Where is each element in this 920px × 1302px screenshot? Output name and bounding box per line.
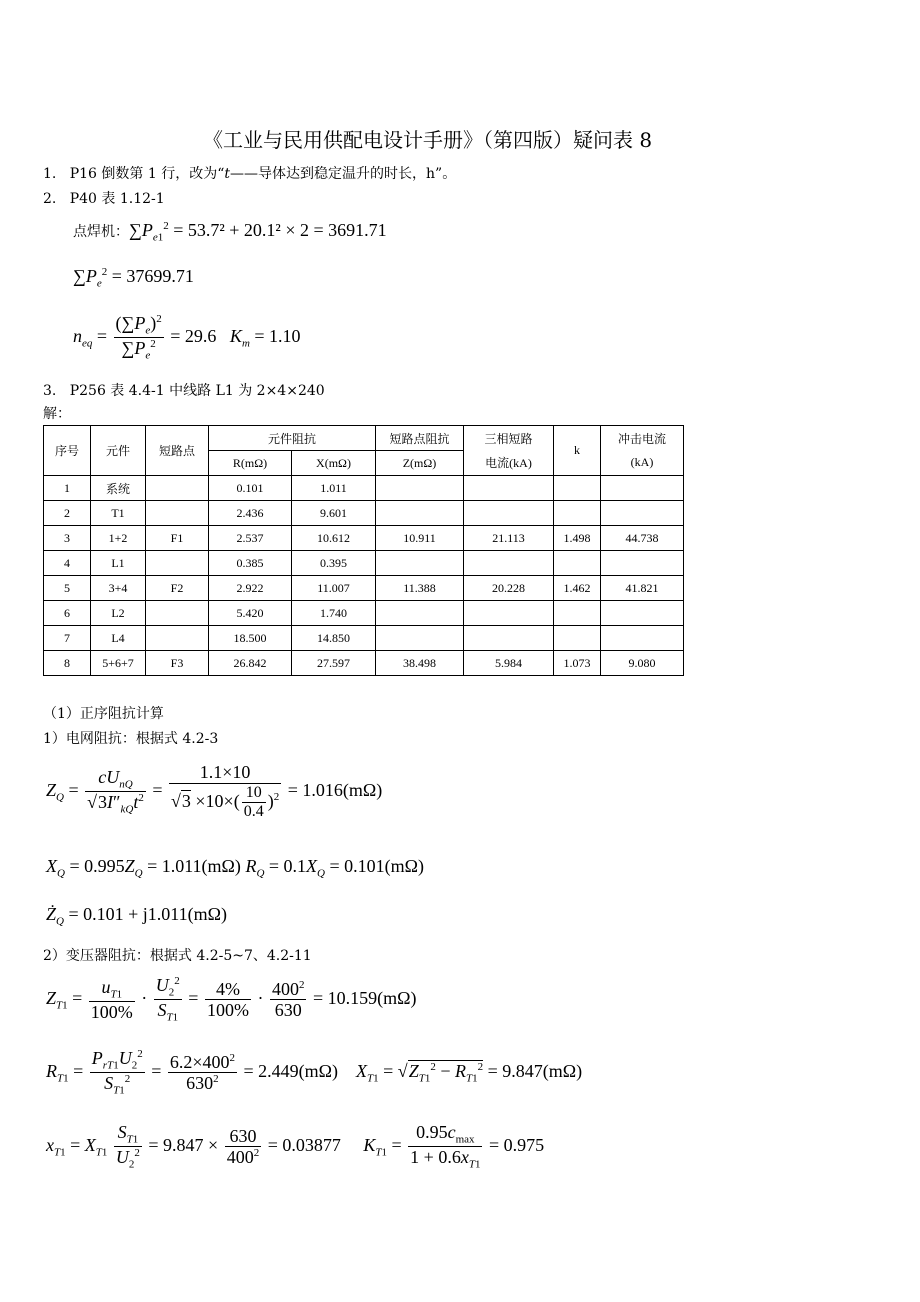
cell-r: 26.842 bbox=[209, 651, 292, 676]
formula-rt1-xt1: $R_{T1}$ = $\frac{P_{rT1}U_2^2}{S_{T1}^2}$ = $\frac{6.2\times 400^2}{630^2}$ = 2.449(mΩ) $X_{T1} = √Z_{T1}^2 - R_{T1}^2 = 9.847(m\Omega)$ bbox=[46, 1048, 583, 1097]
table-row bbox=[44, 501, 684, 526]
section-positive-sequence: （1）正序阻抗计算 bbox=[43, 706, 164, 722]
cell-current: 5.984 bbox=[464, 651, 554, 676]
cell-x: 27.597 bbox=[292, 651, 376, 676]
formula-xt1-kt1: $x_{T1} = X_{T1}$ $\frac{S_{T1}}{U_2^2}$ = 9.847 × $\frac{630}{400^2}$ = 0.03877 $K_{T1}$ = $\frac{0.95c_{max}}{1 + 0.6x_{T1}}$ = 0.975 bbox=[46, 1122, 545, 1171]
cell-k bbox=[554, 476, 601, 501]
cell-fault-point bbox=[146, 551, 209, 576]
cell-current bbox=[464, 476, 554, 501]
page-title: 《工业与民用供配电设计手册》（第四版）疑问表 8 bbox=[203, 128, 653, 152]
cell-current: 20.228 bbox=[464, 576, 554, 601]
cell-x: 9.601 bbox=[292, 501, 376, 526]
zq-numerator-value: 1.1×10 bbox=[169, 762, 281, 784]
item-1 bbox=[43, 163, 456, 183]
cell-fault-point bbox=[146, 501, 209, 526]
cell-impulse bbox=[601, 601, 684, 626]
zq-complex-value: = 0.101 + j1.011(mΩ) bbox=[68, 904, 227, 924]
cell-k: 1.073 bbox=[554, 651, 601, 676]
item-1-text-a: P16 倒数第 1 行，改为“ bbox=[69, 166, 225, 182]
cell-x: 1.740 bbox=[292, 601, 376, 626]
rq-coefficient: = 0.1 bbox=[268, 856, 307, 876]
formula-spot-welder: 点焊机：$\sum P_{e1}^2 = 53.7^2 + 20.1^2 \times 2 = 3691.71$ bbox=[73, 220, 387, 244]
cell-z bbox=[376, 601, 464, 626]
cell-z: 11.388 bbox=[376, 576, 464, 601]
formula-1-rhs: = 53.7² + 20.1² × 2 = 3691.71 bbox=[173, 220, 387, 240]
cell-z bbox=[376, 551, 464, 576]
cell-no: 8 bbox=[44, 651, 91, 676]
item-2 bbox=[43, 188, 165, 208]
formula-neq: $n_{eq}$ = $\frac{(\sum P_e)^2}{\sum P_e^2}$ = 29.6 $K_m = 1.10$ bbox=[73, 313, 301, 362]
cell-x: 10.612 bbox=[292, 526, 376, 551]
formula-sum-pe2: $\sum P_e^2 = 37699.71$ bbox=[73, 266, 194, 290]
cell-z: 38.498 bbox=[376, 651, 464, 676]
cell-no: 5 bbox=[44, 576, 91, 601]
table-row bbox=[44, 551, 684, 576]
cell-k bbox=[554, 551, 601, 576]
formula-3-km: = 1.10 bbox=[254, 325, 301, 346]
item-3-number: 3. bbox=[43, 383, 57, 399]
cell-element: L1 bbox=[91, 551, 146, 576]
item-3 bbox=[43, 380, 325, 400]
cell-fault-point bbox=[146, 476, 209, 501]
cell-x: 1.011 bbox=[292, 476, 376, 501]
formula-2-rhs: = 37699.71 bbox=[111, 266, 194, 286]
header-x: X(mΩ) bbox=[292, 451, 376, 476]
cell-x: 11.007 bbox=[292, 576, 376, 601]
cell-fault-point: F1 bbox=[146, 526, 209, 551]
cell-current bbox=[464, 551, 554, 576]
cell-element: 系统 bbox=[91, 476, 146, 501]
cell-x: 0.395 bbox=[292, 551, 376, 576]
cell-current bbox=[464, 601, 554, 626]
cell-fault-point: F2 bbox=[146, 576, 209, 601]
header-impulse-1: 冲击电流 bbox=[601, 426, 684, 451]
item-1-number: 1. bbox=[43, 166, 57, 182]
cell-element: L4 bbox=[91, 626, 146, 651]
cell-r: 0.101 bbox=[209, 476, 292, 501]
cell-k bbox=[554, 601, 601, 626]
cell-element: T1 bbox=[91, 501, 146, 526]
cell-k: 1.462 bbox=[554, 576, 601, 601]
cell-no: 1 bbox=[44, 476, 91, 501]
cell-z bbox=[376, 501, 464, 526]
kt1-result: = 0.975 bbox=[488, 1134, 545, 1155]
cell-no: 4 bbox=[44, 551, 91, 576]
xt1-result: = 9.847(mΩ) bbox=[487, 1060, 583, 1081]
cell-r: 2.436 bbox=[209, 501, 292, 526]
xq-value: = 1.011(mΩ) bbox=[147, 856, 241, 876]
spot-welder-label: 点焊机： bbox=[73, 225, 129, 240]
zq-numerator: cU bbox=[98, 767, 120, 787]
cell-no: 2 bbox=[44, 501, 91, 526]
cell-element: L2 bbox=[91, 601, 146, 626]
xt1-small-result: = 0.03877 bbox=[267, 1134, 341, 1155]
cell-x: 14.850 bbox=[292, 626, 376, 651]
cell-r: 2.922 bbox=[209, 576, 292, 601]
formula-zq-complex: $Ż_Q = 0.101 + j1.011(m\Omega)$ bbox=[46, 904, 227, 928]
header-r: R(mΩ) bbox=[209, 451, 292, 476]
header-fault-impedance: 短路点阻抗 bbox=[376, 426, 464, 451]
header-k: k bbox=[554, 426, 601, 476]
cell-element: 5+6+7 bbox=[91, 651, 146, 676]
header-element-impedance: 元件阻抗 bbox=[209, 426, 376, 451]
cell-element: 3+4 bbox=[91, 576, 146, 601]
table-row bbox=[44, 576, 684, 601]
xt1-small-coefficient: = 9.847 × bbox=[148, 1134, 219, 1155]
item-2-text: P40 表 1.12-1 bbox=[69, 191, 165, 207]
cell-no: 3 bbox=[44, 526, 91, 551]
header-three-phase-1: 三相短路 bbox=[464, 426, 554, 451]
cell-z bbox=[376, 626, 464, 651]
cell-impulse bbox=[601, 551, 684, 576]
formula-zq: $Z_Q$ = $\frac{cU_{nQ}}{√3I''_{kQ}t^2}$ = 1.1×10 √3 ×10×( $\frac{10}{0.4}$ )$^2$ = 1.016(mΩ) bbox=[46, 762, 383, 821]
cell-impulse bbox=[601, 626, 684, 651]
cell-impulse bbox=[601, 476, 684, 501]
cell-impulse: 44.738 bbox=[601, 526, 684, 551]
item-1-t: t bbox=[224, 166, 231, 182]
cell-no: 6 bbox=[44, 601, 91, 626]
table-row bbox=[44, 476, 684, 501]
cell-k bbox=[554, 626, 601, 651]
section-grid-impedance: 1）电网阻抗：根据式 4.2-3 bbox=[43, 731, 219, 747]
header-fault-point: 短路点 bbox=[146, 426, 209, 476]
cell-r: 5.420 bbox=[209, 601, 292, 626]
rq-value: = 0.101(mΩ) bbox=[329, 856, 425, 876]
cell-fault-point: F3 bbox=[146, 651, 209, 676]
item-1-text-b: ——导体达到稳定温升的时长，h”。 bbox=[230, 166, 457, 182]
header-three-phase-2: 电流(kA) bbox=[464, 451, 554, 476]
cell-z bbox=[376, 476, 464, 501]
short-circuit-table bbox=[43, 425, 684, 676]
item-3-text: P256 表 4.4-1 中线路 L1 为 2×4×240 bbox=[69, 383, 325, 399]
formula-zt1: $Z_{T1}$ = $\frac{u_{T1}}{100\%}$ · $\frac{U_2^2}{S_{T1}}$ = $\frac{4\%}{100\%}$ · $\frac{400^2}{630}$ = 10.159(mΩ) bbox=[46, 975, 417, 1024]
solution-label: 解： bbox=[43, 406, 71, 422]
cell-no: 7 bbox=[44, 626, 91, 651]
formula-xq-rq: $X_Q = 0.995Z_Q = 1.011(m\Omega) R_Q = 0.1X_Q = 0.101(m\Omega)$ bbox=[46, 856, 425, 880]
cell-k: 1.498 bbox=[554, 526, 601, 551]
cell-current bbox=[464, 501, 554, 526]
table-row bbox=[44, 626, 684, 651]
item-2-number: 2. bbox=[43, 191, 57, 207]
cell-r: 18.500 bbox=[209, 626, 292, 651]
cell-current: 21.113 bbox=[464, 526, 554, 551]
cell-element: 1+2 bbox=[91, 526, 146, 551]
zq-result: = 1.016(mΩ) bbox=[287, 779, 383, 800]
cell-r: 0.385 bbox=[209, 551, 292, 576]
header-z: Z(mΩ) bbox=[376, 451, 464, 476]
cell-impulse bbox=[601, 501, 684, 526]
xq-coefficient: = 0.995 bbox=[69, 856, 125, 876]
cell-r: 2.537 bbox=[209, 526, 292, 551]
zt1-result: = 10.159(mΩ) bbox=[312, 987, 417, 1008]
table-row bbox=[44, 526, 684, 551]
cell-z: 10.911 bbox=[376, 526, 464, 551]
cell-fault-point bbox=[146, 601, 209, 626]
header-element: 元件 bbox=[91, 426, 146, 476]
cell-current bbox=[464, 626, 554, 651]
cell-impulse: 41.821 bbox=[601, 576, 684, 601]
rt1-result: = 2.449(mΩ) bbox=[243, 1060, 339, 1081]
cell-impulse: 9.080 bbox=[601, 651, 684, 676]
cell-k bbox=[554, 501, 601, 526]
section-transformer-impedance: 2）变压器阻抗：根据式 4.2-5~7、4.2-11 bbox=[43, 948, 312, 964]
table-row bbox=[44, 601, 684, 626]
header-no: 序号 bbox=[44, 426, 91, 476]
header-impulse-2: (kA) bbox=[601, 451, 684, 476]
formula-3-value: = 29.6 bbox=[170, 325, 217, 346]
table-row bbox=[44, 651, 684, 676]
cell-fault-point bbox=[146, 626, 209, 651]
